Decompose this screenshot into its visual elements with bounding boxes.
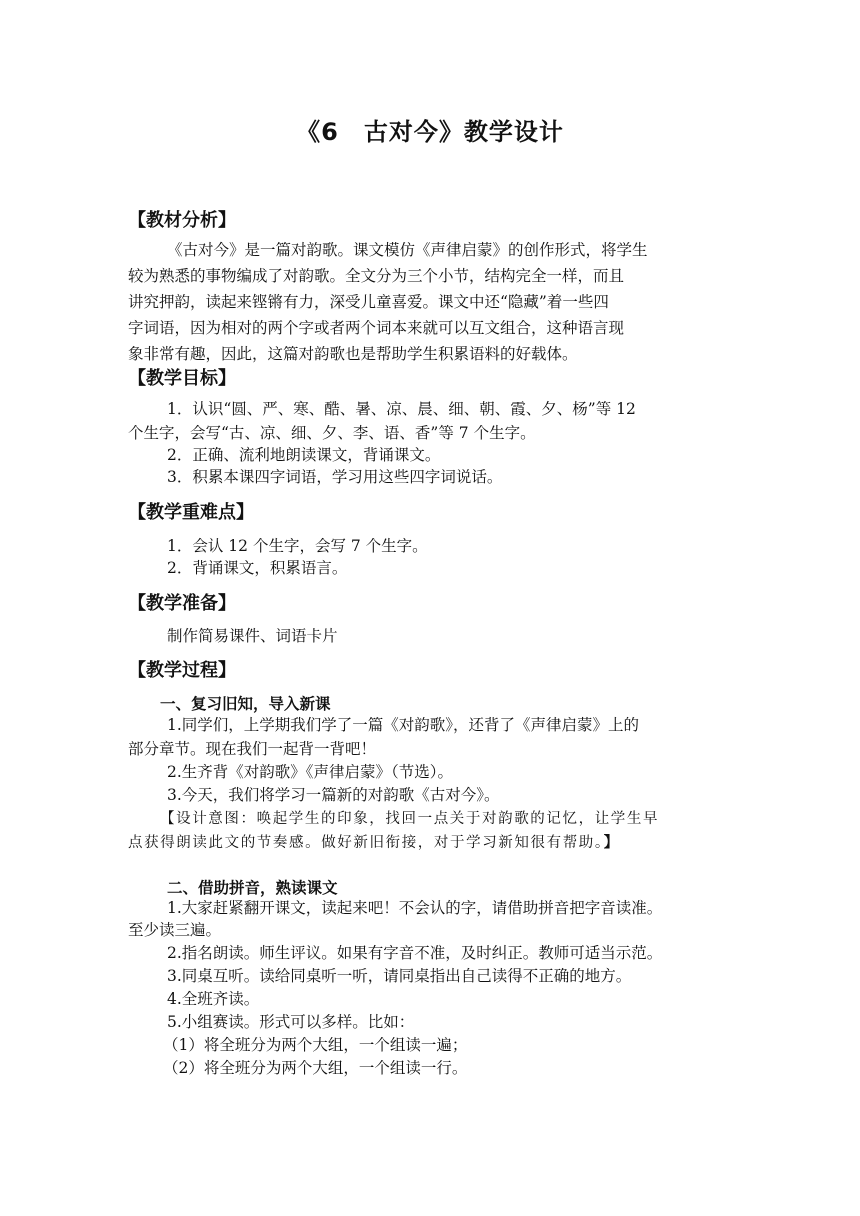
design-intent-note: 【设计意图：唤起学生的印象，找回一点关于对韵歌的记忆，让学生早 — [160, 811, 660, 827]
analysis-line: 字词语，因为相对的两个字或者两个词本来就可以互文组合，这种语言现 — [128, 319, 625, 337]
design-intent-note-close: 】 — [603, 835, 620, 851]
process-part2-title: 二、借助拼音，熟读课文 — [167, 879, 338, 897]
part2-line: 5.小组赛读。形式可以多样。比如： — [167, 1013, 415, 1031]
heading-prep: 【教学准备】 — [128, 593, 236, 614]
analysis-line: 较为熟悉的事物编成了对韵歌。全文分为三个小节，结构完全一样，而且 — [128, 267, 625, 285]
goals-line: 2．正确、流利地朗读课文，背诵课文。 — [167, 446, 441, 464]
part2-line: 1.大家赶紧翻开课文，读起来吧！不会认的字，请借助拼音把字音读准。 — [167, 899, 663, 917]
part1-line: 2.生齐背《对韵歌》《声律启蒙》（节选）。 — [167, 763, 454, 781]
part2-line: 4.全班齐读。 — [167, 990, 260, 1008]
design-intent-note-text: 点获得朗读此文的节奏感。做好新旧衔接，对于学习新知很有帮助。 — [128, 835, 604, 851]
heading-process: 【教学过程】 — [128, 660, 236, 681]
keypoints-line: 1．会认 12 个生字，会写 7 个生字。 — [167, 537, 428, 555]
prep-line: 制作简易课件、词语卡片 — [167, 627, 338, 645]
goals-line: 个生字，会写“古、凉、细、夕、李、语、香”等 7 个生字。 — [128, 424, 536, 442]
process-part1-title: 一、复习旧知，导入新课 — [160, 695, 331, 713]
analysis-line: 《古对今》是一篇对韵歌。课文模仿《声律启蒙》的创作形式，将学生 — [167, 241, 648, 259]
goals-line: 1．认识“圆、严、寒、酷、暑、凉、晨、细、朝、霞、夕、杨”等 12 — [167, 400, 636, 418]
heading-analysis: 【教材分析】 — [128, 210, 236, 231]
part2-line: 至少读三遍。 — [128, 921, 222, 939]
part2-line: （2）将全班分为两个大组，一个组读一行。 — [163, 1059, 468, 1077]
part2-line: 2.指名朗读。师生评议。如果有字音不准，及时纠正。教师可适当示范。 — [167, 944, 663, 962]
analysis-line: 讲究押韵，读起来铿锵有力，深受儿童喜爱。课文中还“隐藏”着一些四 — [128, 293, 609, 311]
design-intent-note-2 — [128, 831, 620, 852]
heading-goals: 【教学目标】 — [128, 368, 236, 389]
keypoints-line: 2．背诵课文，积累语言。 — [167, 559, 348, 577]
part2-line: （1）将全班分为两个大组，一个组读一遍； — [163, 1036, 468, 1054]
part2-line: 3.同桌互听。读给同桌听一听，请同桌指出自己读得不正确的地方。 — [167, 967, 632, 985]
analysis-line: 象非常有趣，因此，这篇对韵歌也是帮助学生积累语料的好载体。 — [128, 345, 578, 363]
goals-line: 3．积累本课四字词语，学习用这些四字词说话。 — [167, 468, 503, 486]
part1-line: 部分章节。现在我们一起背一背吧！ — [128, 740, 377, 758]
part1-line: 1.同学们，上学期我们学了一篇《对韵歌》，还背了《声律启蒙》上的 — [167, 716, 640, 734]
page-title: 《6 古对今》教学设计 — [296, 118, 564, 146]
part1-line: 3.今天，我们将学习一篇新的对韵歌《古对今》。 — [167, 786, 500, 804]
heading-keypoints: 【教学重难点】 — [128, 502, 254, 523]
